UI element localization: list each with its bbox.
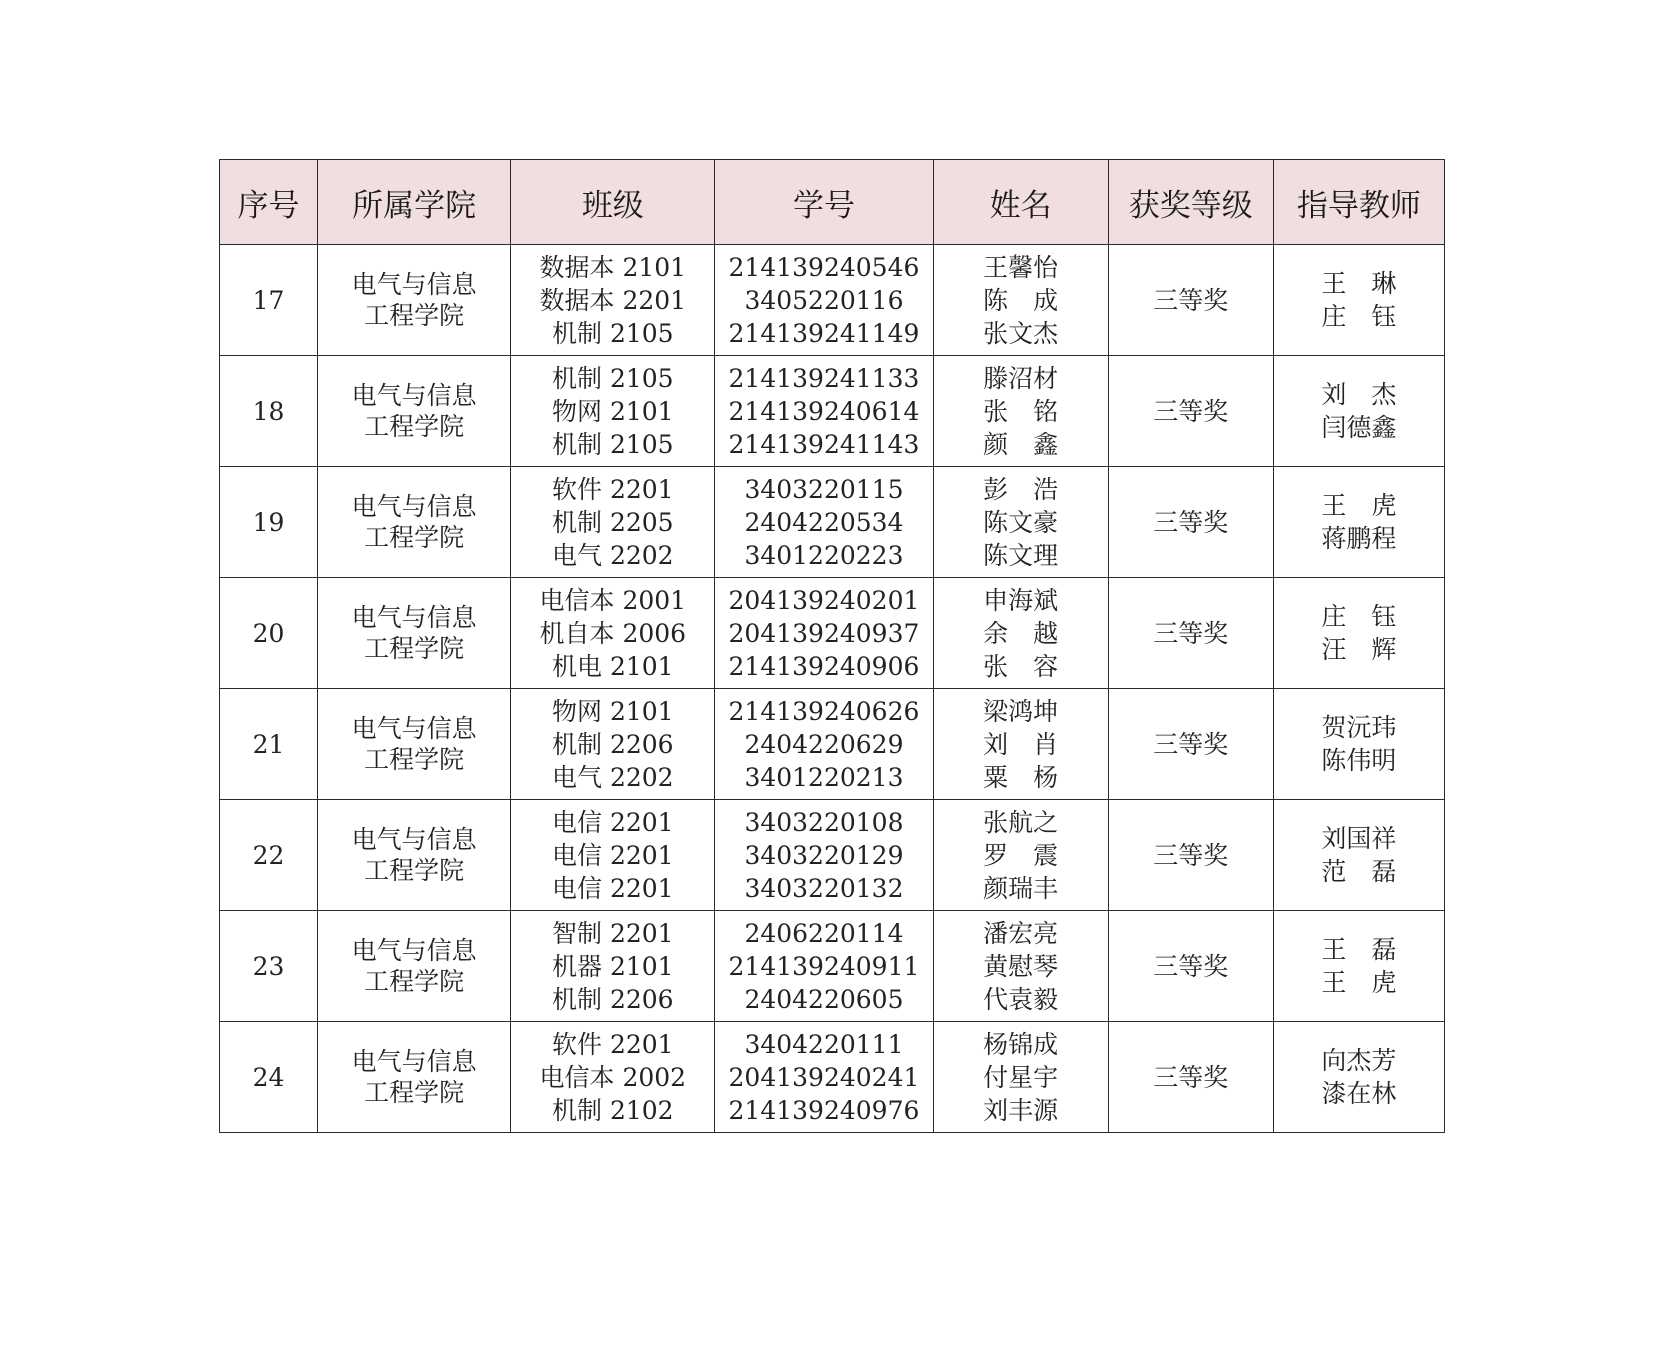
header-serial-number: 序号 bbox=[220, 160, 318, 245]
cell-college bbox=[318, 578, 511, 689]
cell-name bbox=[933, 245, 1108, 356]
college-line: 工程学院 bbox=[364, 967, 465, 996]
student-id-entry: 2404220605 bbox=[744, 984, 904, 1014]
advisor-entry: 王 虎 bbox=[1321, 491, 1397, 520]
advisor-entry: 庄 钰 bbox=[1321, 302, 1397, 331]
cell-class bbox=[511, 245, 715, 356]
class-entry: 物网 2101 bbox=[552, 696, 674, 726]
cell-advisor bbox=[1273, 356, 1444, 467]
student-id-entry: 2406220114 bbox=[744, 918, 904, 948]
student-name-entry: 付星宇 bbox=[983, 1062, 1059, 1092]
student-id-entry: 3403220129 bbox=[744, 840, 904, 870]
student-id-entry: 3403220132 bbox=[744, 873, 904, 903]
student-name-entry: 陈文豪 bbox=[983, 507, 1059, 537]
cell-name bbox=[933, 356, 1108, 467]
advisor-entry: 范 磊 bbox=[1321, 857, 1397, 886]
advisor-entry: 漆在林 bbox=[1321, 1079, 1397, 1108]
student-name-entry: 颜瑞丰 bbox=[983, 873, 1059, 903]
advisor-entry: 蒋鹏程 bbox=[1321, 524, 1397, 553]
class-entry: 机制 2102 bbox=[552, 1095, 674, 1125]
college-line: 工程学院 bbox=[364, 412, 465, 441]
cell-name bbox=[933, 467, 1108, 578]
student-id-entry: 3403220108 bbox=[744, 807, 904, 837]
cell-college bbox=[318, 245, 511, 356]
class-entry: 机自本 2006 bbox=[539, 618, 687, 648]
cell-college bbox=[318, 356, 511, 467]
cell-serial-number: 24 bbox=[220, 1022, 318, 1133]
cell-class bbox=[511, 689, 715, 800]
cell-student-id bbox=[715, 245, 933, 356]
cell-advisor bbox=[1273, 1022, 1444, 1133]
student-id-entry: 3401220223 bbox=[744, 540, 904, 570]
student-name-entry: 王馨怡 bbox=[983, 252, 1059, 282]
student-id-entry: 214139240626 bbox=[728, 696, 920, 726]
advisor-entry: 陈伟明 bbox=[1321, 746, 1397, 775]
college-line: 电气与信息 bbox=[351, 714, 477, 743]
student-name-entry: 梁鸿坤 bbox=[983, 696, 1059, 726]
class-entry: 机电 2101 bbox=[552, 651, 674, 681]
student-id-entry: 214139240911 bbox=[728, 951, 920, 981]
cell-award-level: 三等奖 bbox=[1108, 1022, 1273, 1133]
class-entry: 电信 2201 bbox=[552, 840, 674, 870]
student-name-entry: 颜 鑫 bbox=[983, 429, 1059, 459]
student-id-entry: 3403220115 bbox=[744, 474, 904, 504]
student-name-entry: 刘丰源 bbox=[983, 1095, 1059, 1125]
table-row bbox=[220, 467, 1445, 578]
cell-student-id bbox=[715, 911, 933, 1022]
cell-name bbox=[933, 800, 1108, 911]
cell-college bbox=[318, 689, 511, 800]
class-entry: 软件 2201 bbox=[552, 1029, 674, 1059]
class-entry: 机制 2206 bbox=[552, 729, 674, 759]
table-row bbox=[220, 800, 1445, 911]
student-id-entry: 3405220116 bbox=[744, 285, 904, 315]
class-entry: 物网 2101 bbox=[552, 396, 674, 426]
cell-award-level: 三等奖 bbox=[1108, 245, 1273, 356]
award-table bbox=[219, 159, 1445, 1133]
college-line: 工程学院 bbox=[364, 745, 465, 774]
cell-award-level: 三等奖 bbox=[1108, 911, 1273, 1022]
student-name-entry: 张 容 bbox=[983, 651, 1059, 681]
student-id-entry: 204139240201 bbox=[728, 585, 920, 615]
cell-award-level: 三等奖 bbox=[1108, 800, 1273, 911]
cell-student-id bbox=[715, 800, 933, 911]
cell-college bbox=[318, 911, 511, 1022]
student-id-entry: 214139240976 bbox=[728, 1095, 920, 1125]
student-name-entry: 陈 成 bbox=[983, 285, 1059, 315]
table-row bbox=[220, 578, 1445, 689]
cell-name bbox=[933, 1022, 1108, 1133]
class-entry: 软件 2201 bbox=[552, 474, 674, 504]
cell-class bbox=[511, 911, 715, 1022]
college-line: 工程学院 bbox=[364, 523, 465, 552]
class-entry: 智制 2201 bbox=[552, 918, 674, 948]
student-name-entry: 粟 杨 bbox=[983, 762, 1059, 792]
cell-class bbox=[511, 467, 715, 578]
cell-award-level: 三等奖 bbox=[1108, 578, 1273, 689]
student-id-entry: 204139240937 bbox=[728, 618, 920, 648]
class-entry: 数据本 2101 bbox=[539, 252, 687, 282]
college-line: 电气与信息 bbox=[351, 1047, 477, 1076]
student-name-entry: 滕沼材 bbox=[983, 363, 1059, 393]
advisor-entry: 向杰芳 bbox=[1321, 1046, 1397, 1075]
class-entry: 数据本 2201 bbox=[539, 285, 687, 315]
student-name-entry: 张文杰 bbox=[983, 318, 1059, 348]
student-name-entry: 陈文理 bbox=[983, 540, 1059, 570]
student-name-entry: 余 越 bbox=[983, 618, 1059, 648]
header-class: 班级 bbox=[511, 160, 715, 245]
cell-student-id bbox=[715, 356, 933, 467]
table-row bbox=[220, 356, 1445, 467]
college-line: 电气与信息 bbox=[351, 603, 477, 632]
cell-name bbox=[933, 578, 1108, 689]
table-row bbox=[220, 245, 1445, 356]
advisor-entry: 刘 杰 bbox=[1321, 380, 1397, 409]
table-row bbox=[220, 1022, 1445, 1133]
cell-student-id bbox=[715, 467, 933, 578]
advisor-entry: 闫德鑫 bbox=[1321, 413, 1397, 442]
cell-serial-number: 19 bbox=[220, 467, 318, 578]
student-name-entry: 彭 浩 bbox=[983, 474, 1059, 504]
cell-serial-number: 18 bbox=[220, 356, 318, 467]
cell-serial-number: 22 bbox=[220, 800, 318, 911]
class-entry: 机制 2205 bbox=[552, 507, 674, 537]
advisor-entry: 贺沅玮 bbox=[1321, 713, 1397, 742]
table-row bbox=[220, 911, 1445, 1022]
student-id-entry: 214139241149 bbox=[728, 318, 920, 348]
college-line: 电气与信息 bbox=[351, 936, 477, 965]
cell-award-level: 三等奖 bbox=[1108, 467, 1273, 578]
college-line: 电气与信息 bbox=[351, 270, 477, 299]
class-entry: 机制 2105 bbox=[552, 429, 674, 459]
college-line: 电气与信息 bbox=[351, 825, 477, 854]
cell-name bbox=[933, 911, 1108, 1022]
advisor-entry: 汪 辉 bbox=[1321, 635, 1397, 664]
student-name-entry: 刘 肖 bbox=[983, 729, 1059, 759]
student-id-entry: 214139240906 bbox=[728, 651, 920, 681]
advisor-entry: 王 琳 bbox=[1321, 269, 1397, 298]
header-college: 所属学院 bbox=[318, 160, 511, 245]
class-entry: 机器 2101 bbox=[552, 951, 674, 981]
cell-advisor bbox=[1273, 911, 1444, 1022]
student-name-entry: 黄慰琴 bbox=[983, 951, 1059, 981]
header-name: 姓名 bbox=[933, 160, 1108, 245]
student-name-entry: 罗 震 bbox=[983, 840, 1059, 870]
cell-advisor bbox=[1273, 800, 1444, 911]
student-id-entry: 204139240241 bbox=[728, 1062, 920, 1092]
student-name-entry: 申海斌 bbox=[983, 585, 1059, 615]
cell-advisor bbox=[1273, 689, 1444, 800]
college-line: 工程学院 bbox=[364, 1078, 465, 1107]
student-name-entry: 张 铭 bbox=[983, 396, 1059, 426]
cell-student-id bbox=[715, 1022, 933, 1133]
cell-student-id bbox=[715, 578, 933, 689]
class-entry: 机制 2105 bbox=[552, 318, 674, 348]
advisor-entry: 王 磊 bbox=[1321, 935, 1397, 964]
student-id-entry: 2404220534 bbox=[744, 507, 904, 537]
cell-class bbox=[511, 1022, 715, 1133]
cell-serial-number: 17 bbox=[220, 245, 318, 356]
class-entry: 电信本 2002 bbox=[539, 1062, 687, 1092]
cell-award-level: 三等奖 bbox=[1108, 356, 1273, 467]
student-name-entry: 张航之 bbox=[983, 807, 1059, 837]
cell-award-level: 三等奖 bbox=[1108, 689, 1273, 800]
student-id-entry: 3401220213 bbox=[744, 762, 904, 792]
cell-advisor bbox=[1273, 578, 1444, 689]
class-entry: 电信本 2001 bbox=[539, 585, 687, 615]
class-entry: 机制 2105 bbox=[552, 363, 674, 393]
header-student-id: 学号 bbox=[715, 160, 933, 245]
cell-class bbox=[511, 800, 715, 911]
student-id-entry: 2404220629 bbox=[744, 729, 904, 759]
college-line: 电气与信息 bbox=[351, 381, 477, 410]
student-name-entry: 代袁毅 bbox=[983, 984, 1059, 1014]
college-line: 工程学院 bbox=[364, 856, 465, 885]
student-name-entry: 杨锦成 bbox=[983, 1029, 1059, 1059]
cell-advisor bbox=[1273, 467, 1444, 578]
class-entry: 电信 2201 bbox=[552, 873, 674, 903]
student-id-entry: 3404220111 bbox=[744, 1029, 904, 1059]
cell-advisor bbox=[1273, 245, 1444, 356]
cell-serial-number: 21 bbox=[220, 689, 318, 800]
college-line: 电气与信息 bbox=[351, 492, 477, 521]
cell-student-id bbox=[715, 689, 933, 800]
student-id-entry: 214139241133 bbox=[728, 363, 920, 393]
advisor-entry: 刘国祥 bbox=[1321, 824, 1397, 853]
class-entry: 电信 2201 bbox=[552, 807, 674, 837]
table-header-row bbox=[220, 160, 1445, 245]
class-entry: 机制 2206 bbox=[552, 984, 674, 1014]
advisor-entry: 王 虎 bbox=[1321, 968, 1397, 997]
header-advisor: 指导教师 bbox=[1273, 160, 1444, 245]
student-id-entry: 214139241143 bbox=[728, 429, 920, 459]
class-entry: 电气 2202 bbox=[552, 540, 674, 570]
cell-class bbox=[511, 356, 715, 467]
cell-name bbox=[933, 689, 1108, 800]
student-id-entry: 214139240546 bbox=[728, 252, 920, 282]
cell-class bbox=[511, 578, 715, 689]
cell-serial-number: 20 bbox=[220, 578, 318, 689]
college-line: 工程学院 bbox=[364, 634, 465, 663]
student-name-entry: 潘宏亮 bbox=[983, 918, 1059, 948]
cell-serial-number: 23 bbox=[220, 911, 318, 1022]
cell-college bbox=[318, 1022, 511, 1133]
student-id-entry: 214139240614 bbox=[728, 396, 920, 426]
cell-college bbox=[318, 467, 511, 578]
header-award-level: 获奖等级 bbox=[1108, 160, 1273, 245]
college-line: 工程学院 bbox=[364, 301, 465, 330]
advisor-entry: 庄 钰 bbox=[1321, 602, 1397, 631]
cell-college bbox=[318, 800, 511, 911]
table-row bbox=[220, 689, 1445, 800]
class-entry: 电气 2202 bbox=[552, 762, 674, 792]
